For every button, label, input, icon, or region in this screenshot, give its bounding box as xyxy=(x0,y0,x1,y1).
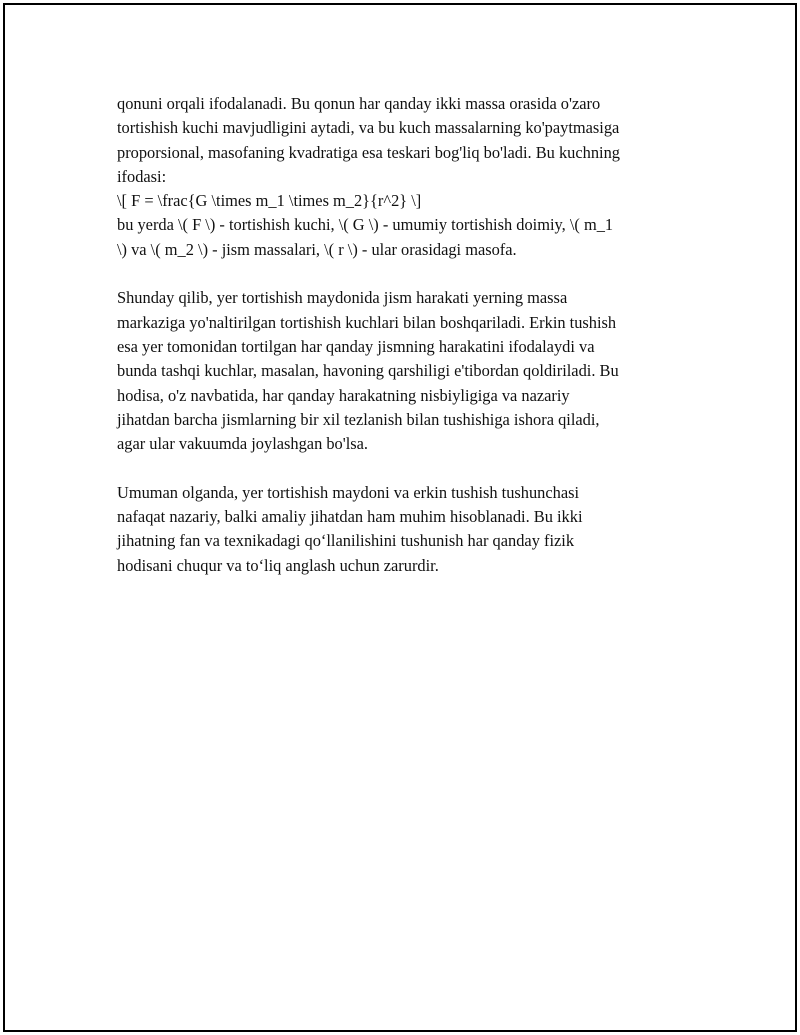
text-line: \) va \( m_2 \) - jism massalari, \( r \) - ular orasidagi masofa. xyxy=(117,239,517,259)
text-line: nafaqat nazariy, balki amaliy jihatdan ham muhim hisoblanadi. Bu ikki xyxy=(117,507,583,527)
text-line: bu yerda \( F \) - tortishish kuchi, \( G \) - umumiy tortishish doimiy, \( m_1 xyxy=(117,215,614,235)
paragraph-gravity-law xyxy=(117,92,687,262)
text-line: hodisani chuqur va to‘liq anglash uchun zarurdir. xyxy=(117,555,439,575)
text-line: Shunday qilib, yer tortishish maydonida jism harakati yerning massa xyxy=(117,288,568,308)
text-line: esa yer tomonidan tortilgan har qanday jismning harakatini ifodalaydi va xyxy=(117,336,595,356)
formula-line: \[ F = \frac{G \times m_1 \times m_2}{r^2} \] xyxy=(117,191,422,211)
page-body xyxy=(117,92,687,602)
text-line: jihatning fan va texnikadagi qo‘llanilishini tushunish har qanday fizik xyxy=(117,531,575,551)
text-line: jihatdan barcha jismlarning bir xil tezlanish bilan tushishiga ishora qiladi, xyxy=(117,409,600,429)
paragraph-conclusion xyxy=(117,481,687,578)
text-line: tortishish kuchi mavjudligini aytadi, va bu kuch massalarning ko'paytmasiga xyxy=(117,118,620,138)
text-line: Umuman olganda, yer tortishish maydoni va erkin tushish tushunchasi xyxy=(117,482,580,502)
text-line: ifodasi: xyxy=(117,166,167,186)
text-line: hodisa, o'z navbatida, har qanday harakatning nisbiyligiga va nazariy xyxy=(117,385,570,405)
paragraph-free-fall xyxy=(117,286,687,456)
text-line: proporsional, masofaning kvadratiga esa teskari bog'liq bo'ladi. Bu kuchning xyxy=(117,142,620,162)
text-line: agar ular vakuumda joylashgan bo'lsa. xyxy=(117,434,369,454)
text-line: bunda tashqi kuchlar, masalan, havoning qarshiligi e'tibordan qoldiriladi. Bu xyxy=(117,361,619,381)
text-line: markaziga yo'naltirilgan tortishish kuchlari bilan boshqariladi. Erkin tushish xyxy=(117,312,617,332)
text-line: qonuni orqali ifodalanadi. Bu qonun har qanday ikki massa orasida o'zaro xyxy=(117,94,601,113)
